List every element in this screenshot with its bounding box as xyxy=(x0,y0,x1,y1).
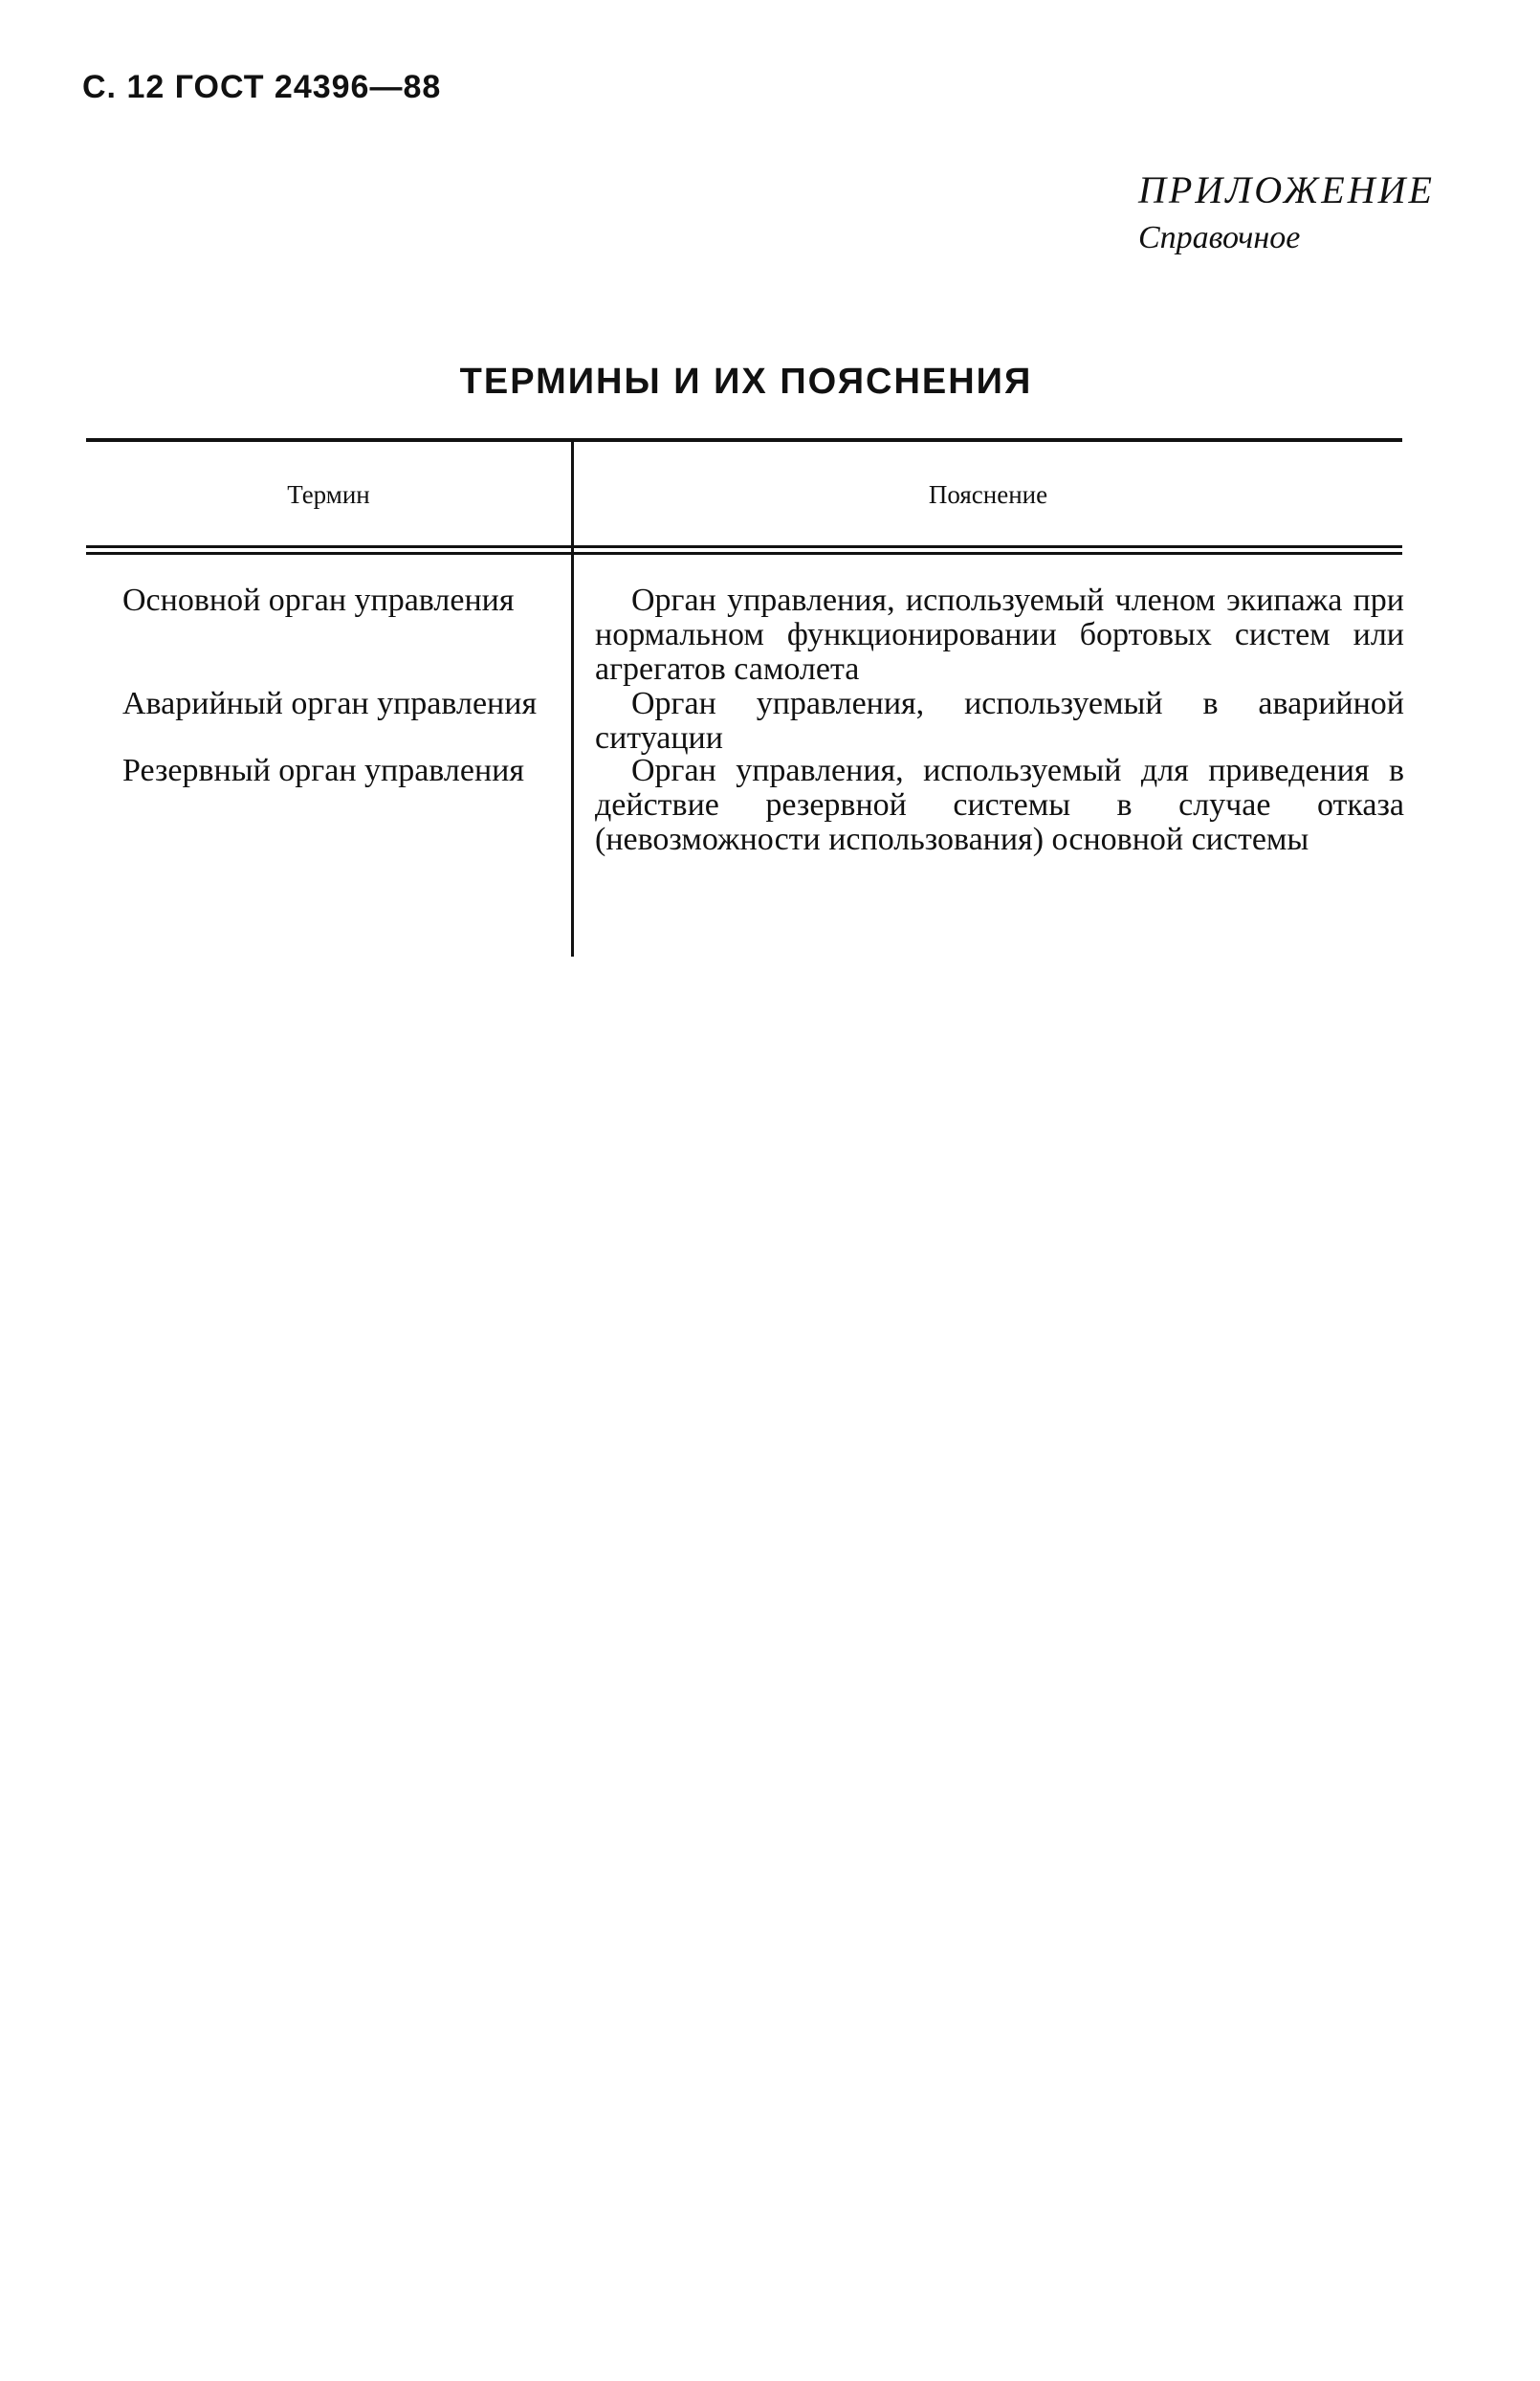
appendix-label xyxy=(1138,165,1435,260)
page-header: С. 12 ГОСТ 24396—88 xyxy=(82,69,442,105)
table-column-divider xyxy=(571,442,574,957)
table-row-2-term: Аварийный орган управления xyxy=(122,686,538,721)
column-header-term: Термин xyxy=(287,480,370,509)
table-row-3-term: Резервный орган управления xyxy=(122,753,524,788)
table-header-rule xyxy=(86,545,1402,548)
table-row-1-term: Основной орган управления xyxy=(122,583,515,618)
appendix-note: Справочное xyxy=(1138,220,1301,255)
column-header-explanation: Пояснение xyxy=(928,480,1048,509)
table-header-rule-double xyxy=(86,552,1402,555)
table-row-1-explanation: Орган управления, используемый членом экипажа при нормальном функционировании бортовых систем или агрегатов самолета xyxy=(595,583,1404,687)
table-row-2-explanation: Орган управления, используемый в аварийной ситуации xyxy=(595,686,1404,756)
document-title: ТЕРМИНЫ И ИХ ПОЯСНЕНИЯ xyxy=(459,362,1033,402)
table-top-rule xyxy=(86,438,1402,442)
appendix-title: ПРИЛОЖЕНИЕ xyxy=(1138,168,1435,211)
table-row-3-explanation: Орган управления, используемый для приведения в действие резервной системы в случае отказа (невозможности использования) основной системы xyxy=(595,753,1404,857)
